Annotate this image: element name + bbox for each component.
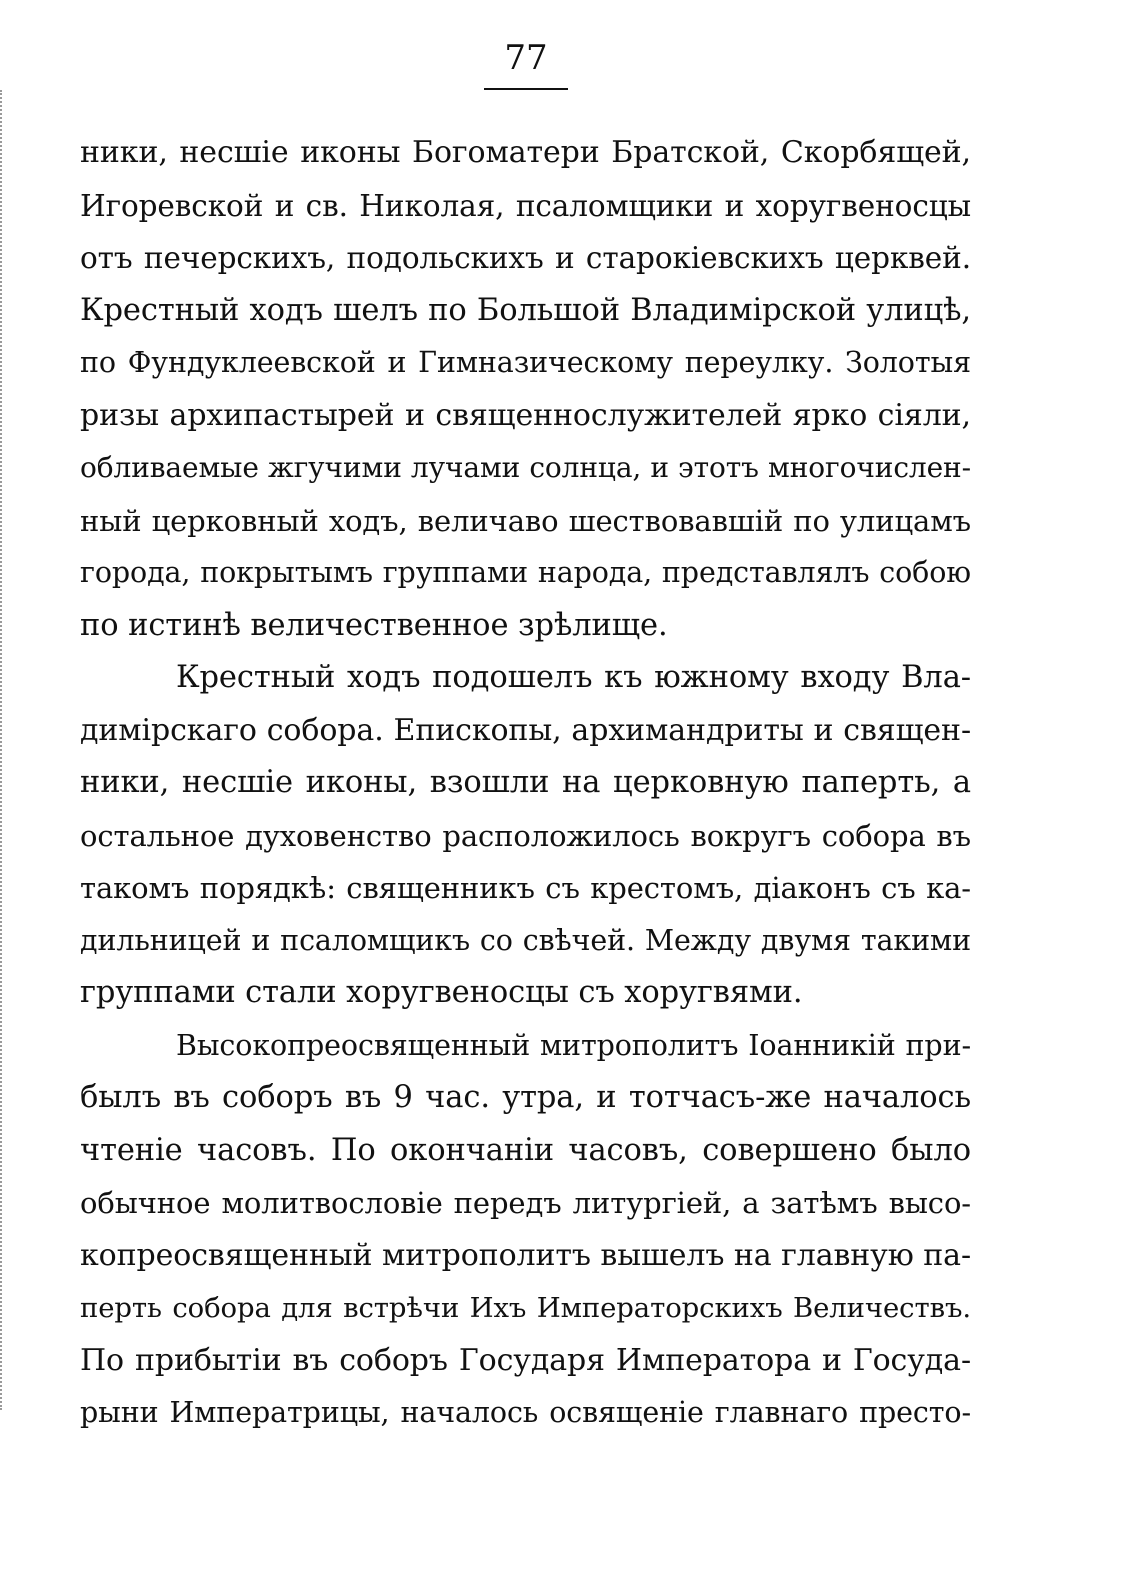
text-line: обливаемые жгучими лучами солнца, и этотъ многочислен- bbox=[80, 451, 971, 484]
text-line: былъ въ соборъ въ 9 час. утра, и тотчасъ-же началось bbox=[80, 1080, 971, 1115]
text-line: Высокопреосвященный митрополитъ Іоанникій при- bbox=[176, 1028, 971, 1062]
page-number-rule bbox=[484, 88, 568, 90]
text-line: такомъ порядкѣ: священникъ съ крестомъ, діаконъ съ ка- bbox=[80, 871, 971, 905]
text-line: группами стали хоругвеносцы съ хоругвями. bbox=[80, 975, 803, 1010]
text-line: ники, несшіе иконы Богоматери Братской, Скорбящей, bbox=[80, 135, 971, 170]
text-line: копреосвященный митрополитъ вышелъ на главную па- bbox=[80, 1237, 971, 1273]
text-line: по Фундуклеевской и Гимназическому переулку. Золотыя bbox=[80, 346, 971, 379]
text-line: обычное молитвословіе передъ литургіей, а затѣмъ высо- bbox=[80, 1186, 971, 1220]
text-line: отъ печерскихъ, подольскихъ и старокіевскихъ церквей. bbox=[80, 241, 971, 275]
text-line: ники, несшіе иконы, взошли на церковную паперть, а bbox=[80, 765, 971, 800]
text-line: Игоревской и св. Николая, псаломщики и хоругвеносцы bbox=[80, 188, 971, 223]
text-line: дильницей и псаломщикъ со свѣчей. Между двумя такими bbox=[80, 923, 971, 957]
text-line: чтеніе часовъ. По окончаніи часовъ, совершено было bbox=[80, 1132, 971, 1168]
scan-margin-dots bbox=[0, 90, 12, 1410]
text-line: Крестный ходъ шелъ по Большой Владимірской улицѣ, bbox=[80, 292, 971, 328]
page-number: 77 bbox=[504, 38, 548, 78]
text-line: По прибытіи въ соборъ Государя Императора и Госуда- bbox=[80, 1342, 971, 1378]
text-line: ризы архипастырей и священнослужителей ярко сіяли, bbox=[80, 397, 971, 433]
text-line: ный церковный ходъ, величаво шествовавшій по улицамъ bbox=[80, 503, 971, 538]
text-line: остальное духовенство расположилось вокругъ собора въ bbox=[80, 818, 971, 853]
text-line: Крестный ходъ подошелъ къ южному входу Вла- bbox=[176, 660, 971, 695]
text-line: рыни Императрицы, началось освященіе главнаго престо- bbox=[80, 1396, 971, 1429]
text-line: димірскаго собора. Епископы, архимандриты и священ- bbox=[80, 712, 971, 748]
text-line: перть собора для встрѣчи Ихъ Императорскихъ Величествъ. bbox=[80, 1292, 971, 1324]
text-line: по истинѣ величественное зрѣлище. bbox=[80, 607, 668, 643]
text-line: города, покрытымъ группами народа, представлялъ собою bbox=[80, 556, 971, 589]
body-text bbox=[80, 127, 971, 1440]
